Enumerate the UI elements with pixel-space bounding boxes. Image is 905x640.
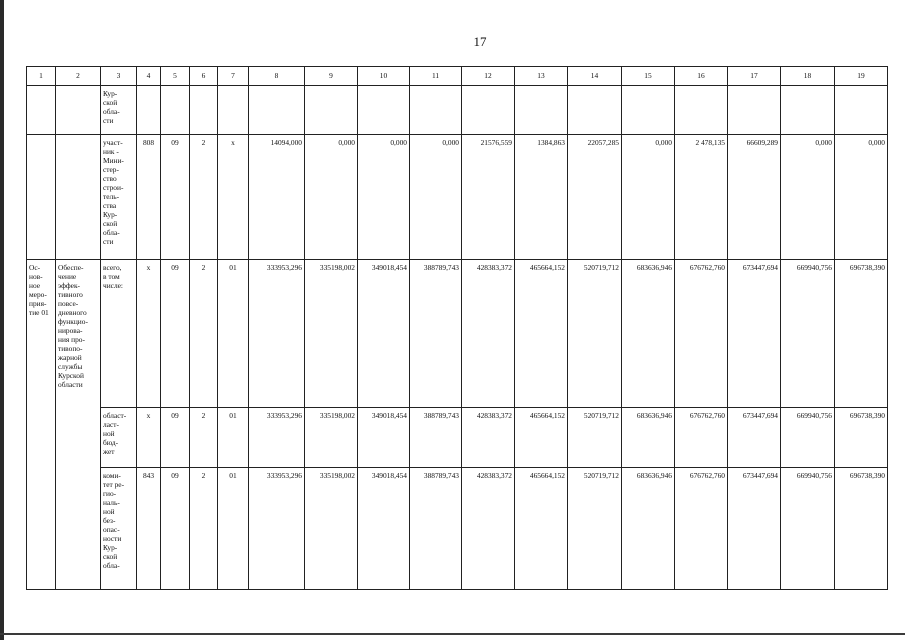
- value-cell: 520719,712: [568, 260, 622, 408]
- code-cell: 2: [190, 260, 218, 408]
- value-cell: 428383,372: [462, 468, 515, 590]
- table-cell: [56, 135, 101, 260]
- table-cell: [358, 86, 410, 135]
- table-cell: [190, 86, 218, 135]
- table-cell: [161, 86, 190, 135]
- value-cell: 0,000: [410, 135, 462, 260]
- value-cell: 683636,946: [622, 408, 675, 468]
- value-cell: 0,000: [622, 135, 675, 260]
- header-cell: 17: [728, 67, 781, 86]
- value-cell: 335198,002: [305, 260, 358, 408]
- value-cell: 1384,863: [515, 135, 568, 260]
- source-cell: Кур- ской обла- сти: [101, 86, 137, 135]
- header-cell: 19: [835, 67, 888, 86]
- code-cell: 01: [218, 408, 249, 468]
- table-cell: [218, 86, 249, 135]
- value-cell: 0,000: [835, 135, 888, 260]
- source-cell: коми- тет ре- гио- наль- ной без- опас- ности Кур- ской обла-: [101, 468, 137, 590]
- table-cell: [137, 86, 161, 135]
- header-row: [27, 67, 888, 86]
- header-cell: 7: [218, 67, 249, 86]
- table-cell: [781, 86, 835, 135]
- event-name-cell: Обеспе- чение эффек- тивного повсе- дневного функцио- нирова- ния про- тивопо- жарной службы Курской области: [56, 260, 101, 590]
- value-cell: 669940,756: [781, 468, 835, 590]
- value-cell: 669940,756: [781, 260, 835, 408]
- table-row: [27, 86, 888, 135]
- header-cell: 11: [410, 67, 462, 86]
- header-cell: 14: [568, 67, 622, 86]
- value-cell: 673447,694: [728, 260, 781, 408]
- value-cell: 335198,002: [305, 408, 358, 468]
- value-cell: 388789,743: [410, 468, 462, 590]
- table-row: [27, 135, 888, 260]
- table-cell: [462, 86, 515, 135]
- value-cell: 22057,285: [568, 135, 622, 260]
- value-cell: 673447,694: [728, 468, 781, 590]
- value-cell: 669940,756: [781, 408, 835, 468]
- code-cell: 843: [137, 468, 161, 590]
- value-cell: 333953,296: [249, 260, 305, 408]
- value-cell: 335198,002: [305, 468, 358, 590]
- value-cell: 465664,152: [515, 468, 568, 590]
- header-cell: 10: [358, 67, 410, 86]
- header-cell: 9: [305, 67, 358, 86]
- event-number-cell: Ос- нов- ное меро- прия- тие 01: [27, 260, 56, 590]
- header-cell: 6: [190, 67, 218, 86]
- header-cell: 3: [101, 67, 137, 86]
- table-cell: [305, 86, 358, 135]
- scan-bottom-edge: [0, 633, 905, 635]
- table-cell: [728, 86, 781, 135]
- value-cell: 465664,152: [515, 260, 568, 408]
- table-cell: [515, 86, 568, 135]
- table-cell: [27, 135, 56, 260]
- value-cell: 0,000: [305, 135, 358, 260]
- value-cell: 683636,946: [622, 468, 675, 590]
- value-cell: 696738,390: [835, 408, 888, 468]
- value-cell: 696738,390: [835, 260, 888, 408]
- code-cell: 2: [190, 468, 218, 590]
- source-cell: област- ласт- ной бюд- жет: [101, 408, 137, 468]
- code-cell: 09: [161, 408, 190, 468]
- source-cell: участ- ник - Мини- стер- ство строи- тель- ства Кур- ской обла- сти: [101, 135, 137, 260]
- value-cell: 66609,289: [728, 135, 781, 260]
- code-cell: 2: [190, 408, 218, 468]
- code-cell: 808: [137, 135, 161, 260]
- table-cell: [56, 86, 101, 135]
- value-cell: 676762,760: [675, 408, 728, 468]
- header-cell: 15: [622, 67, 675, 86]
- value-cell: 465664,152: [515, 408, 568, 468]
- value-cell: 349018,454: [358, 260, 410, 408]
- code-cell: 2: [190, 135, 218, 260]
- value-cell: 683636,946: [622, 260, 675, 408]
- value-cell: 388789,743: [410, 260, 462, 408]
- value-cell: 520719,712: [568, 468, 622, 590]
- source-cell: всего, в том числе:: [101, 260, 137, 408]
- table-row: [27, 260, 888, 408]
- table-cell: [27, 86, 56, 135]
- value-cell: 2 478,135: [675, 135, 728, 260]
- header-cell: 18: [781, 67, 835, 86]
- table-cell: [835, 86, 888, 135]
- value-cell: 520719,712: [568, 408, 622, 468]
- value-cell: 428383,372: [462, 260, 515, 408]
- table-cell: [568, 86, 622, 135]
- value-cell: 428383,372: [462, 408, 515, 468]
- code-cell: x: [218, 135, 249, 260]
- code-cell: 09: [161, 260, 190, 408]
- value-cell: 696738,390: [835, 468, 888, 590]
- program-funding-table: [26, 66, 888, 590]
- table-row: [27, 408, 888, 468]
- code-cell: x: [137, 260, 161, 408]
- code-cell: 01: [218, 260, 249, 408]
- code-cell: 01: [218, 468, 249, 590]
- header-cell: 13: [515, 67, 568, 86]
- header-cell: 5: [161, 67, 190, 86]
- header-cell: 1: [27, 67, 56, 86]
- page-number: 17: [473, 34, 487, 49]
- value-cell: 333953,296: [249, 468, 305, 590]
- value-cell: 0,000: [358, 135, 410, 260]
- header-cell: 16: [675, 67, 728, 86]
- table-cell: [675, 86, 728, 135]
- value-cell: 0,000: [781, 135, 835, 260]
- header-cell: 2: [56, 67, 101, 86]
- value-cell: 333953,296: [249, 408, 305, 468]
- value-cell: 14094,000: [249, 135, 305, 260]
- scan-left-edge: [0, 0, 4, 640]
- value-cell: 349018,454: [358, 408, 410, 468]
- value-cell: 676762,760: [675, 468, 728, 590]
- table-row: [27, 468, 888, 590]
- table-cell: [410, 86, 462, 135]
- header-cell: 8: [249, 67, 305, 86]
- table-cell: [249, 86, 305, 135]
- value-cell: 676762,760: [675, 260, 728, 408]
- value-cell: 388789,743: [410, 408, 462, 468]
- value-cell: 673447,694: [728, 408, 781, 468]
- code-cell: 09: [161, 468, 190, 590]
- header-cell: 12: [462, 67, 515, 86]
- value-cell: 349018,454: [358, 468, 410, 590]
- code-cell: 09: [161, 135, 190, 260]
- value-cell: 21576,559: [462, 135, 515, 260]
- header-cell: 4: [137, 67, 161, 86]
- code-cell: x: [137, 408, 161, 468]
- table-cell: [622, 86, 675, 135]
